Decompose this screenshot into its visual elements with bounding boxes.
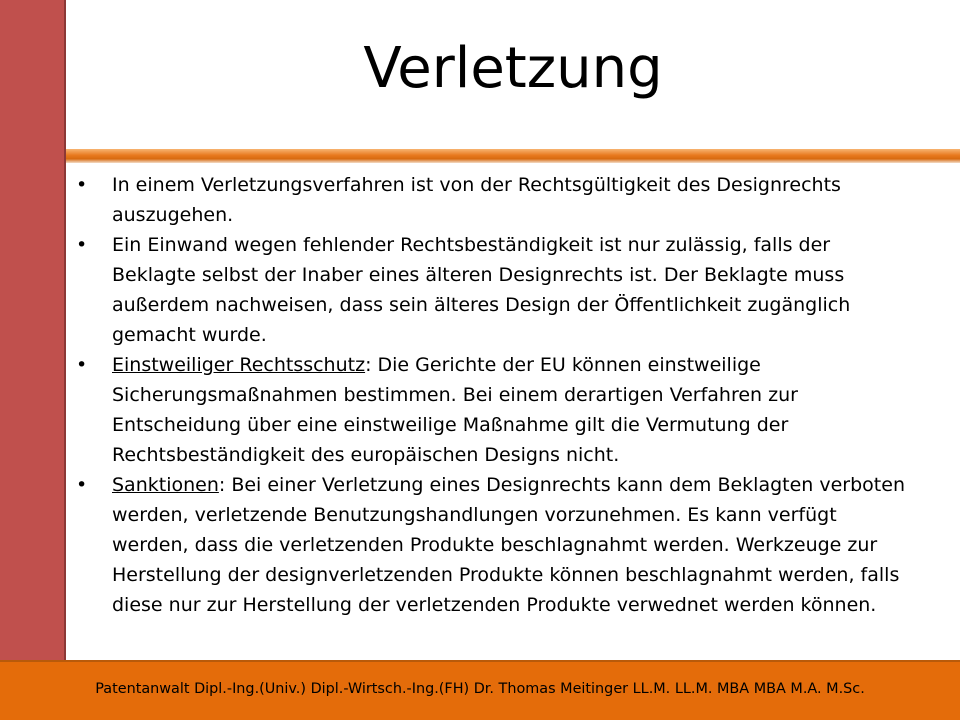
bullet-text: : Die Gerichte der EU können einstweilige Sicherungsmaßnahmen bestimmen. Bei einem derartigen Verfahren zur Entscheidung über eine einstweilige Maßnahme gilt die Vermutung der Rechtsbeständigkeit des europäischen Designs nicht. [112,354,798,466]
bullet-icon: • [76,354,88,376]
bullet-item [76,230,912,350]
bullet-icon: • [76,474,88,496]
bullet-text: Ein Einwand wegen fehlender Rechtsbeständigkeit ist nur zulässig, falls der Beklagte selbst der Inaber eines älteren Designrechts ist. Der Beklagte muss außerdem nachweisen, dass sein älteres Design der Öffentlichkeit zugänglich gemacht wurde. [112,234,851,346]
bullet-item [76,350,912,470]
bullet-item [76,470,912,620]
slide-title: Verletzung [363,36,663,101]
bullet-heading: Sanktionen [112,474,219,496]
bullet-text: : Bei einer Verletzung eines Designrechts kann dem Beklagten verboten werden, verletzende Benutzungshandlungen vorzunehmen. Es kann verfügt werden, dass die verletzenden Produkte beschlagnahmt werden. Werkzeuge zur Herstellung der designverletzenden Produkte können beschlagnahmt werden, falls diese nur zur Herstellung der verletzenden Produkte verwednet werden können. [112,474,905,616]
bullet-text: In einem Verletzungsverfahren ist von der Rechtsgültigkeit des Designrechts auszugehen. [112,174,841,226]
slide-content [76,170,912,620]
bullet-item [76,170,912,230]
bullet-heading: Einstweiliger Rechtsschutz [112,354,366,376]
footer-bar [0,660,960,720]
left-accent-bar [0,0,66,660]
footer-text: Patentanwalt Dipl.-Ing.(Univ.) Dipl.-Wirtsch.-Ing.(FH) Dr. Thomas Meitinger LL.M. LL.M. MBA MBA M.A. M.Sc. [95,681,865,697]
bullet-icon: • [76,174,88,196]
title-divider [66,149,960,163]
bullet-icon: • [76,234,88,256]
